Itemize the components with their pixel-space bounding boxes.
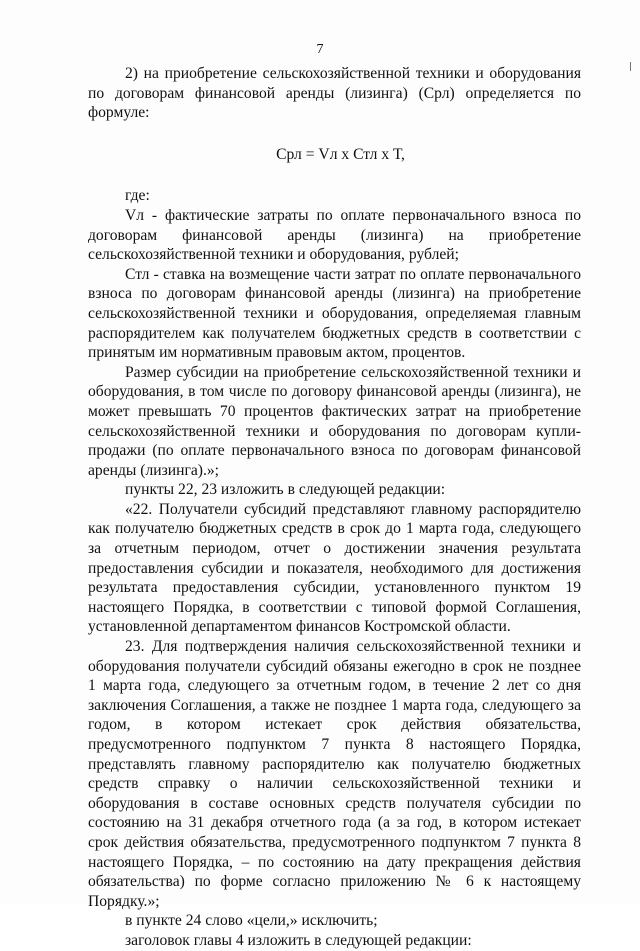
scan-edge-mark [630, 62, 634, 71]
paragraph-lease-subsidy: 2) на приобретение сельскохозяйственной техники и оборудования по договорам финансовой аренды (лизинга) (Срл) определяется по формуле: [88, 65, 581, 122]
paragraph-item-24: в пункте 24 слово «цели,» исключить; [125, 912, 378, 930]
paragraph-subsidy-limit: Размер субсидии на приобретение сельскохозяйственной техники и оборудования, в том числе по договору финансовой аренды (лизинга), не может превышать 70 процентов фактических затрат на приобретение сельскохозяйственной техники и оборудования по договорам купли-продажи (по оплате первоначального взноса по договорам финансовой аренды (лизинга).»; [88, 363, 581, 479]
formula: Срл = Vл х Стл х Т, [276, 145, 405, 163]
paragraph-chapter-4-title: заголовок главы 4 изложить в следующей редакции: [125, 931, 472, 949]
paragraph-stl-definition: Стл - ставка на возмещение части затрат по оплате первоначального взноса по договорам финансовой аренды (лизинга) на приобретение сельскохозяйственной техники и оборудования, определяемая главным распорядителем как получателем бюджетных средств в соответствии с принятым им нормативным правовым актом, процентов. [88, 265, 581, 362]
paragraph-where: где: [125, 187, 150, 205]
paragraph-item-23: 23. Для подтверждения наличия сельскохозяйственной техники и оборудования получатели субсидий обязаны ежегодно в срок не позднее 1 марта года, следующего за отчетным годом, в течение 2 лет со дня заключения Соглашения, а также не позднее 1 марта года, следующего за годом, в котором истекает срок действия обязательства, предусмотренного подпунктом 7 пункта 8 настоящего Порядка, представлять главному распорядителю как получателю бюджетных средств справку о наличии сельскохозяйственной техники и оборудования в составе основных средств получателя субсидии по состоянию на 31 декабря отчетного года (а за год, в котором истекает срок действия обязательства, предусмотренного подпунктом 7 пункта 8 настоящего Порядка, – по состоянию на дату прекращения действия обязательства) по форме согласно приложению № 6 к настоящему Порядку.»; [88, 638, 581, 910]
page-number: 7 [316, 42, 324, 57]
document-body [88, 64, 581, 951]
paragraph-vl-definition: Vл - фактические затраты по оплате первоначального взноса по договорам финансовой аренды (лизинга) на приобретение сельскохозяйственной техники и оборудования, рублей; [88, 206, 581, 264]
paragraph-items-22-23: пункты 22, 23 изложить в следующей редакции: [125, 481, 446, 499]
paragraph-item-22: «22. Получатели субсидий представляют главному распорядителю как получателю бюджетных средств в срок до 1 марта года, следующего за отчетным периодом, отчет о достижении значения результата предоставления субсидии и показателя, необходимого для достижения результата предоставления субсидии, установленного пунктом 19 настоящего Порядка, в соответствии с типовой формой Соглашения, установленной департаментом финансов Костромской области. [88, 500, 581, 636]
